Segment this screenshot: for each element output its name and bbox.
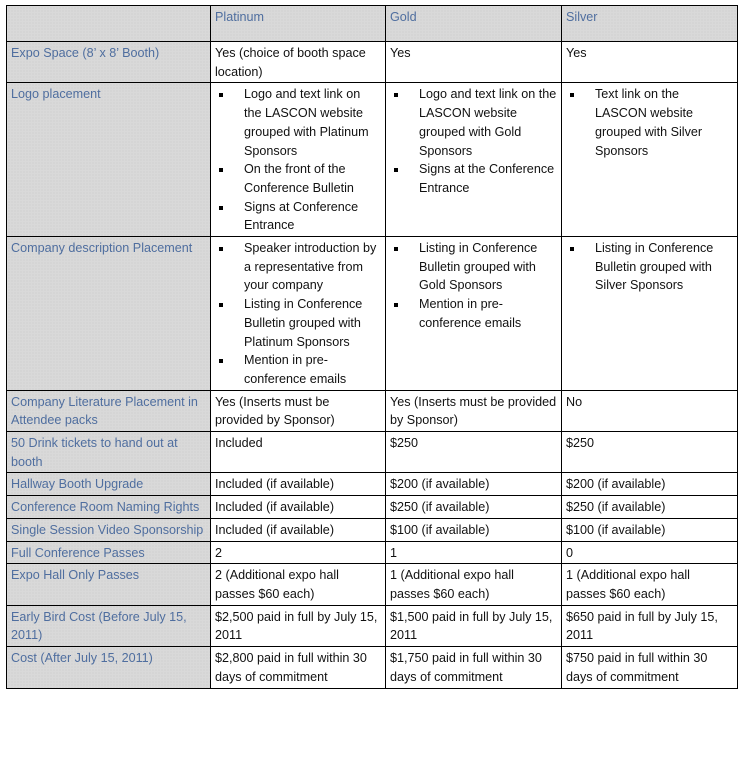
cell-silver: No [562, 390, 738, 431]
table-row [7, 432, 738, 473]
header-platinum: Platinum [211, 6, 386, 42]
cell-platinum: 2 (Additional expo hall passes $60 each) [211, 564, 386, 605]
row-label: Conference Room Naming Rights [7, 496, 211, 519]
table-row [7, 541, 738, 564]
list-item: Signs at the Conference Entrance [390, 160, 557, 197]
list-item: Mention in pre-conference emails [215, 351, 381, 388]
row-label: Full Conference Passes [7, 541, 211, 564]
cell-gold [386, 83, 562, 237]
row-label: Hallway Booth Upgrade [7, 473, 211, 496]
cell-silver: $750 paid in full within 30 days of commitment [562, 647, 738, 688]
header-silver: Silver [562, 6, 738, 42]
row-label: Company description Placement [7, 237, 211, 391]
bullet-list [566, 239, 733, 295]
row-label: Single Session Video Sponsorship [7, 518, 211, 541]
cell-platinum: $2,500 paid in full by July 15, 2011 [211, 605, 386, 646]
cell-gold: $1,500 paid in full by July 15, 2011 [386, 605, 562, 646]
cell-gold: 1 [386, 541, 562, 564]
table-row [7, 564, 738, 605]
list-item: Mention in pre-conference emails [390, 295, 557, 332]
cell-silver: 0 [562, 541, 738, 564]
header-corner [7, 6, 211, 42]
row-label: 50 Drink tickets to hand out at booth [7, 432, 211, 473]
row-label: Logo placement [7, 83, 211, 237]
table-row [7, 42, 738, 83]
list-item: Logo and text link on the LASCON website grouped with Platinum Sponsors [215, 85, 381, 160]
header-gold: Gold [386, 6, 562, 42]
table-row [7, 237, 738, 391]
row-label: Early Bird Cost (Before July 15, 2011) [7, 605, 211, 646]
cell-platinum [211, 237, 386, 391]
header-row [7, 6, 738, 42]
list-item: Listing in Conference Bulletin grouped with Gold Sponsors [390, 239, 557, 295]
cell-gold: 1 (Additional expo hall passes $60 each) [386, 564, 562, 605]
row-label: Expo Hall Only Passes [7, 564, 211, 605]
cell-silver: $100 (if available) [562, 518, 738, 541]
row-label: Expo Space (8’ x 8’ Booth) [7, 42, 211, 83]
bullet-list [390, 239, 557, 333]
list-item: Listing in Conference Bulletin grouped with Silver Sponsors [566, 239, 733, 295]
list-item: On the front of the Conference Bulletin [215, 160, 381, 197]
cell-silver: $250 [562, 432, 738, 473]
cell-gold [386, 237, 562, 391]
cell-platinum: Included [211, 432, 386, 473]
cell-platinum: Yes (choice of booth space location) [211, 42, 386, 83]
cell-platinum: Yes (Inserts must be provided by Sponsor) [211, 390, 386, 431]
list-item: Listing in Conference Bulletin grouped with Platinum Sponsors [215, 295, 381, 351]
cell-platinum [211, 83, 386, 237]
list-item: Logo and text link on the LASCON website grouped with Gold Sponsors [390, 85, 557, 160]
table-row [7, 473, 738, 496]
cell-gold: $200 (if available) [386, 473, 562, 496]
cell-silver: $200 (if available) [562, 473, 738, 496]
cell-gold: Yes [386, 42, 562, 83]
list-item: Signs at Conference Entrance [215, 198, 381, 235]
table-row [7, 647, 738, 688]
cell-platinum: Included (if available) [211, 473, 386, 496]
table-row [7, 605, 738, 646]
bullet-list [215, 239, 381, 389]
cell-gold: $250 [386, 432, 562, 473]
bullet-list [215, 85, 381, 235]
cell-silver: Yes [562, 42, 738, 83]
cell-silver: 1 (Additional expo hall passes $60 each) [562, 564, 738, 605]
cell-gold: Yes (Inserts must be provided by Sponsor) [386, 390, 562, 431]
table-row [7, 496, 738, 519]
cell-gold: $1,750 paid in full within 30 days of commitment [386, 647, 562, 688]
cell-silver [562, 83, 738, 237]
cell-platinum: 2 [211, 541, 386, 564]
cell-gold: $250 (if available) [386, 496, 562, 519]
sponsorship-table [6, 5, 738, 689]
cell-silver: $650 paid in full by July 15, 2011 [562, 605, 738, 646]
cell-platinum: Included (if available) [211, 518, 386, 541]
table-row [7, 83, 738, 237]
row-label: Company Literature Placement in Attendee packs [7, 390, 211, 431]
cell-silver [562, 237, 738, 391]
cell-platinum: $2,800 paid in full within 30 days of commitment [211, 647, 386, 688]
list-item: Text link on the LASCON website grouped with Silver Sponsors [566, 85, 733, 160]
row-label: Cost (After July 15, 2011) [7, 647, 211, 688]
cell-platinum: Included (if available) [211, 496, 386, 519]
table-row [7, 518, 738, 541]
cell-silver: $250 (if available) [562, 496, 738, 519]
list-item: Speaker introduction by a representative from your company [215, 239, 381, 295]
cell-gold: $100 (if available) [386, 518, 562, 541]
table-row [7, 390, 738, 431]
bullet-list [390, 85, 557, 197]
bullet-list [566, 85, 733, 160]
